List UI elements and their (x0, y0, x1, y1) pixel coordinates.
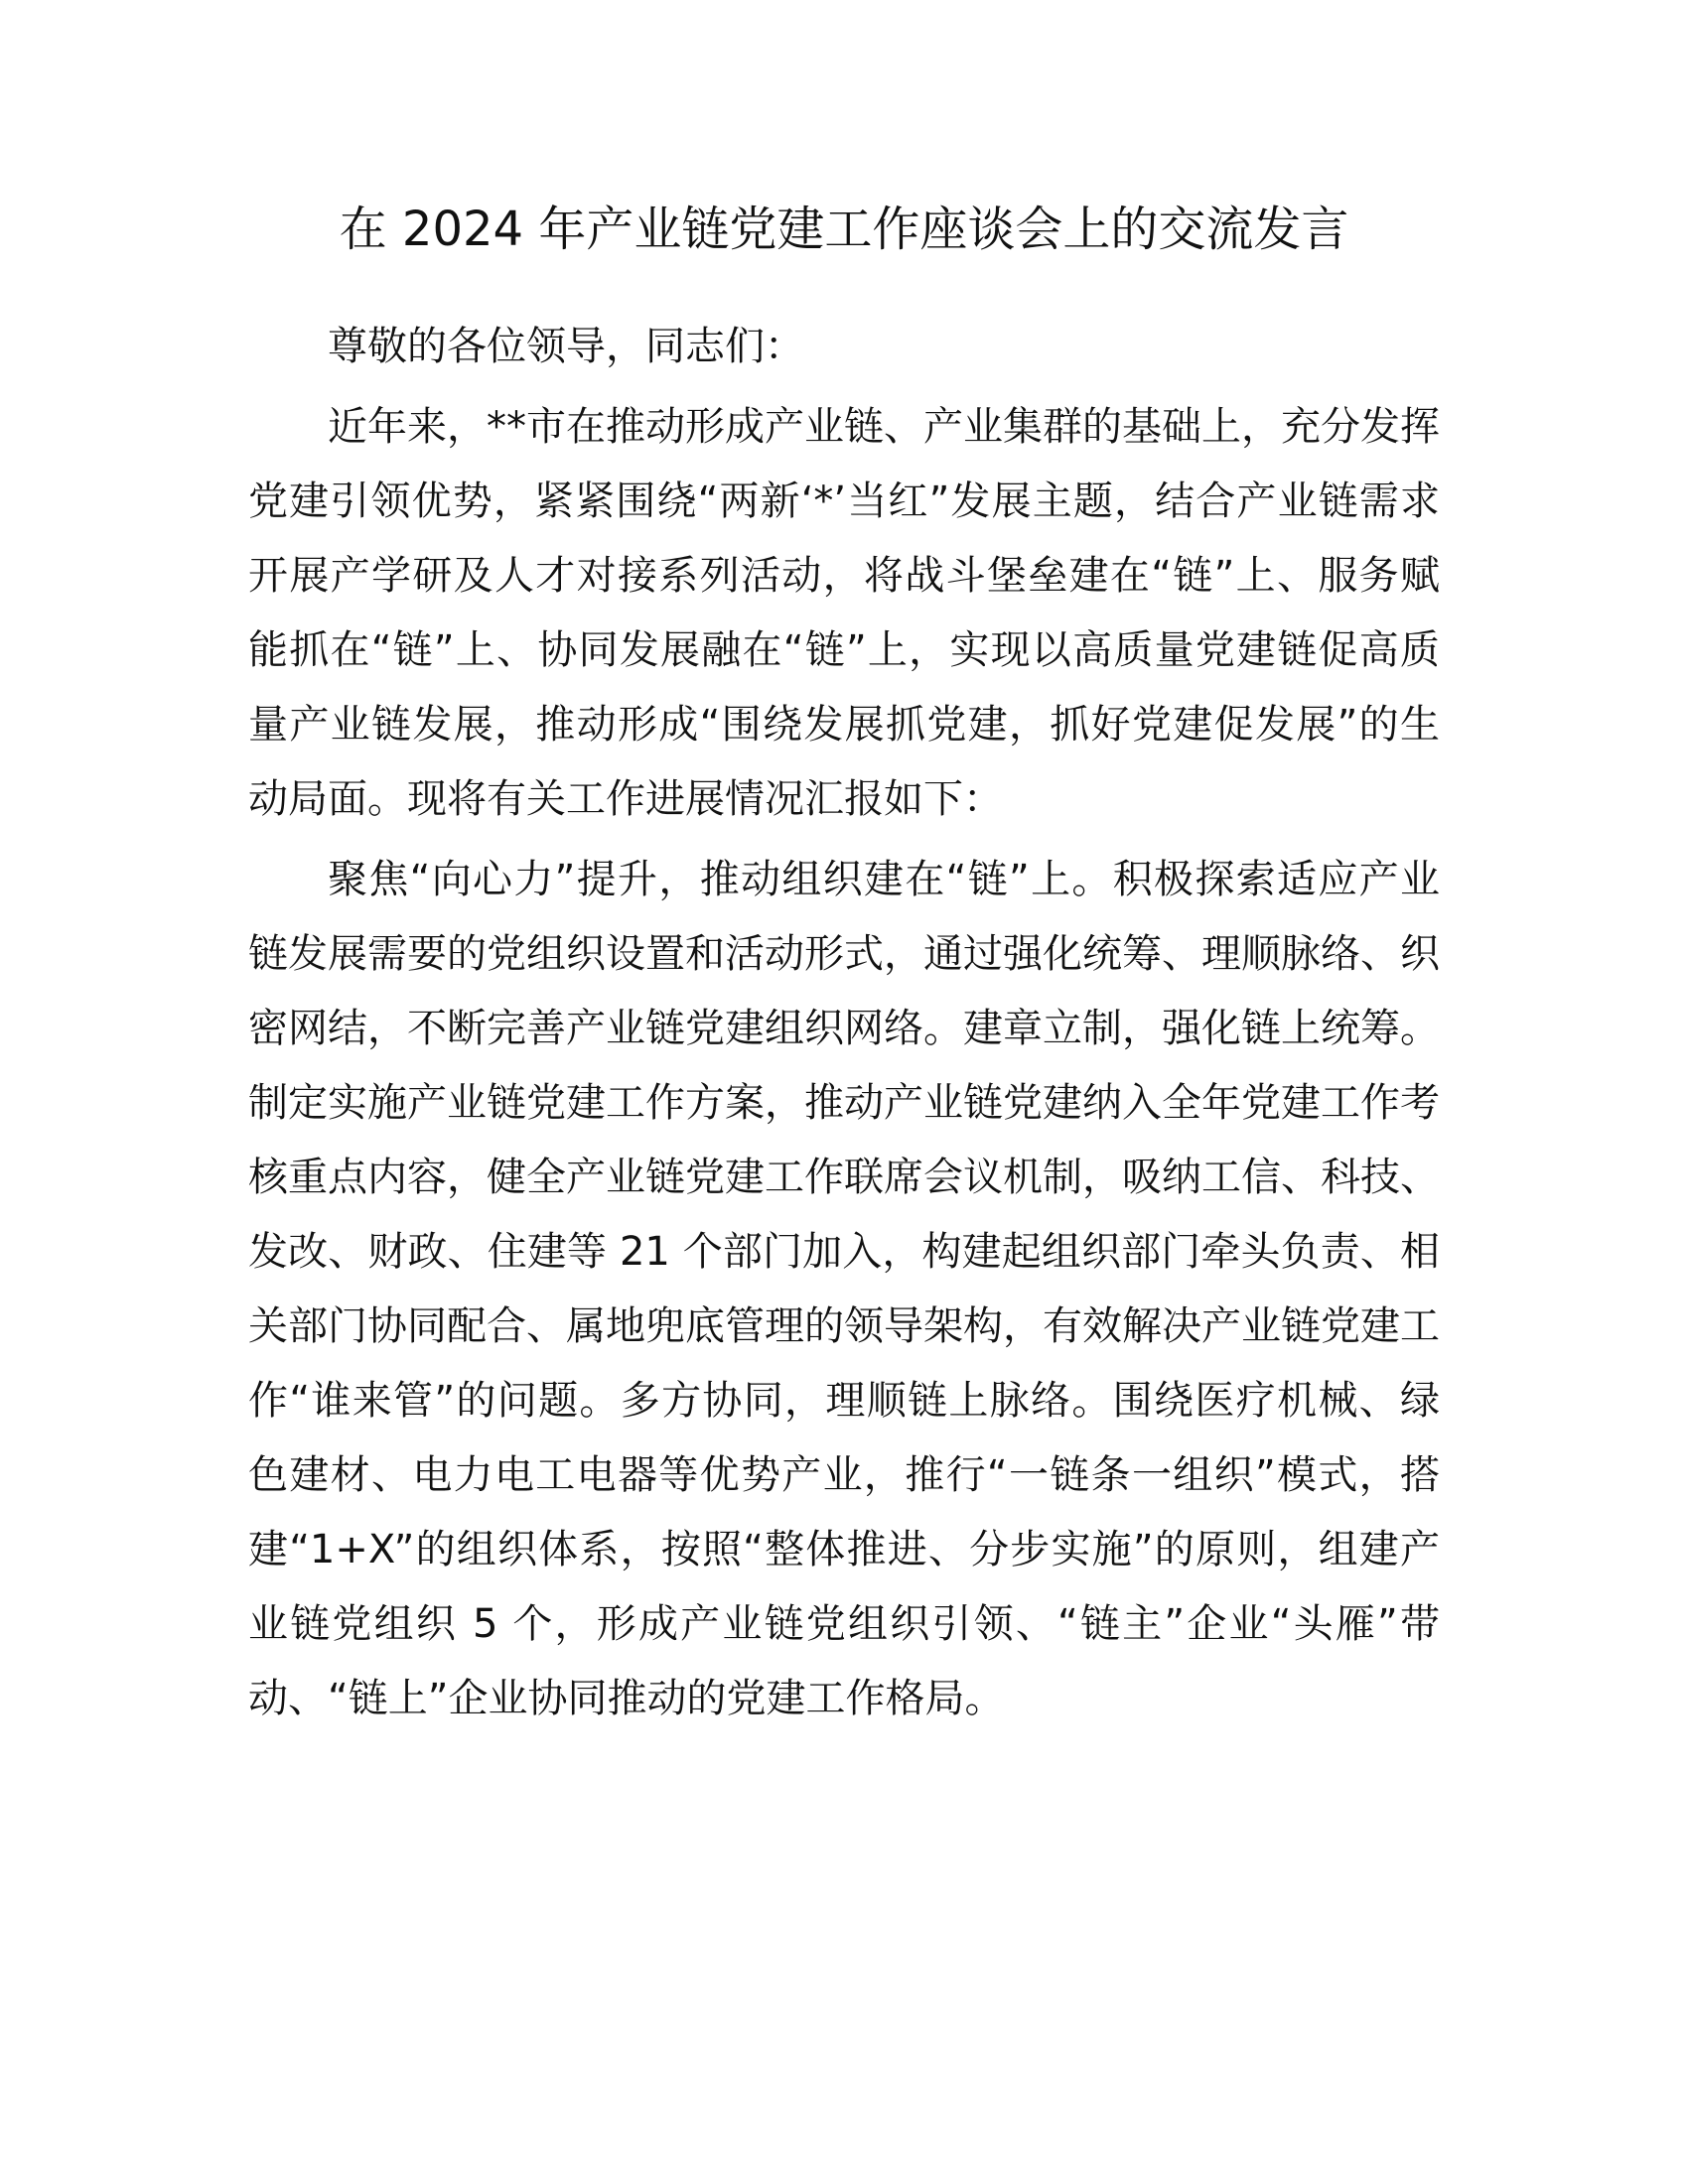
document-title: 在 2024 年产业链党建工作座谈会上的交流发言 (339, 202, 1349, 257)
document-body (248, 310, 1440, 1742)
paragraph-intro: 近年来，**市在推动形成产业链、产业集群的基础上，充分发挥党建引领优势，紧紧围绕“两新‘*’当红”发展主题，结合产业链需求开展产学研及人才对接系列活动，将战斗堡垒建在“链”上、服务赋能抓在“链”上、协同发展融在“链”上，实现以高质量党建链促高质量产业链发展，推动形成“围绕发展抓党建，抓好党建促发展”的生动局面。现将有关工作进展情况汇报如下： (248, 404, 1440, 822)
salutation: 尊敬的各位领导，同志们： (328, 324, 804, 369)
paragraph-organization: 聚焦“向心力”提升，推动组织建在“链”上。积极探索适应产业链发展需要的党组织设置和活动形式，通过强化统筹、理顺脉络、织密网结，不断完善产业链党建组织网络。建章立制，强化链上统筹。制定实施产业链党建工作方案，推动产业链党建纳入全年党建工作考核重点内容，健全产业链党建工作联席会议机制，吸纳工信、科技、发改、财政、住建等 21 个部门加入，构建起组织部门牵头负责、相关部门协同配合、属地兜底管理的领导架构，有效解决产业链党建工作“谁来管”的问题。多方协同，理顺链上脉络。围绕医疗机械、绿色建材、电力电工电器等优势产业，推行“一链条一组织”模式，搭建“1+X”的组织体系，按照“整体推进、分步实施”的原则，组建产业链党组织 5 个，形成产业链党组织引领、“链主”企业“头雁”带动、“链上”企业协同推动的党建工作格局。 (248, 857, 1440, 1721)
